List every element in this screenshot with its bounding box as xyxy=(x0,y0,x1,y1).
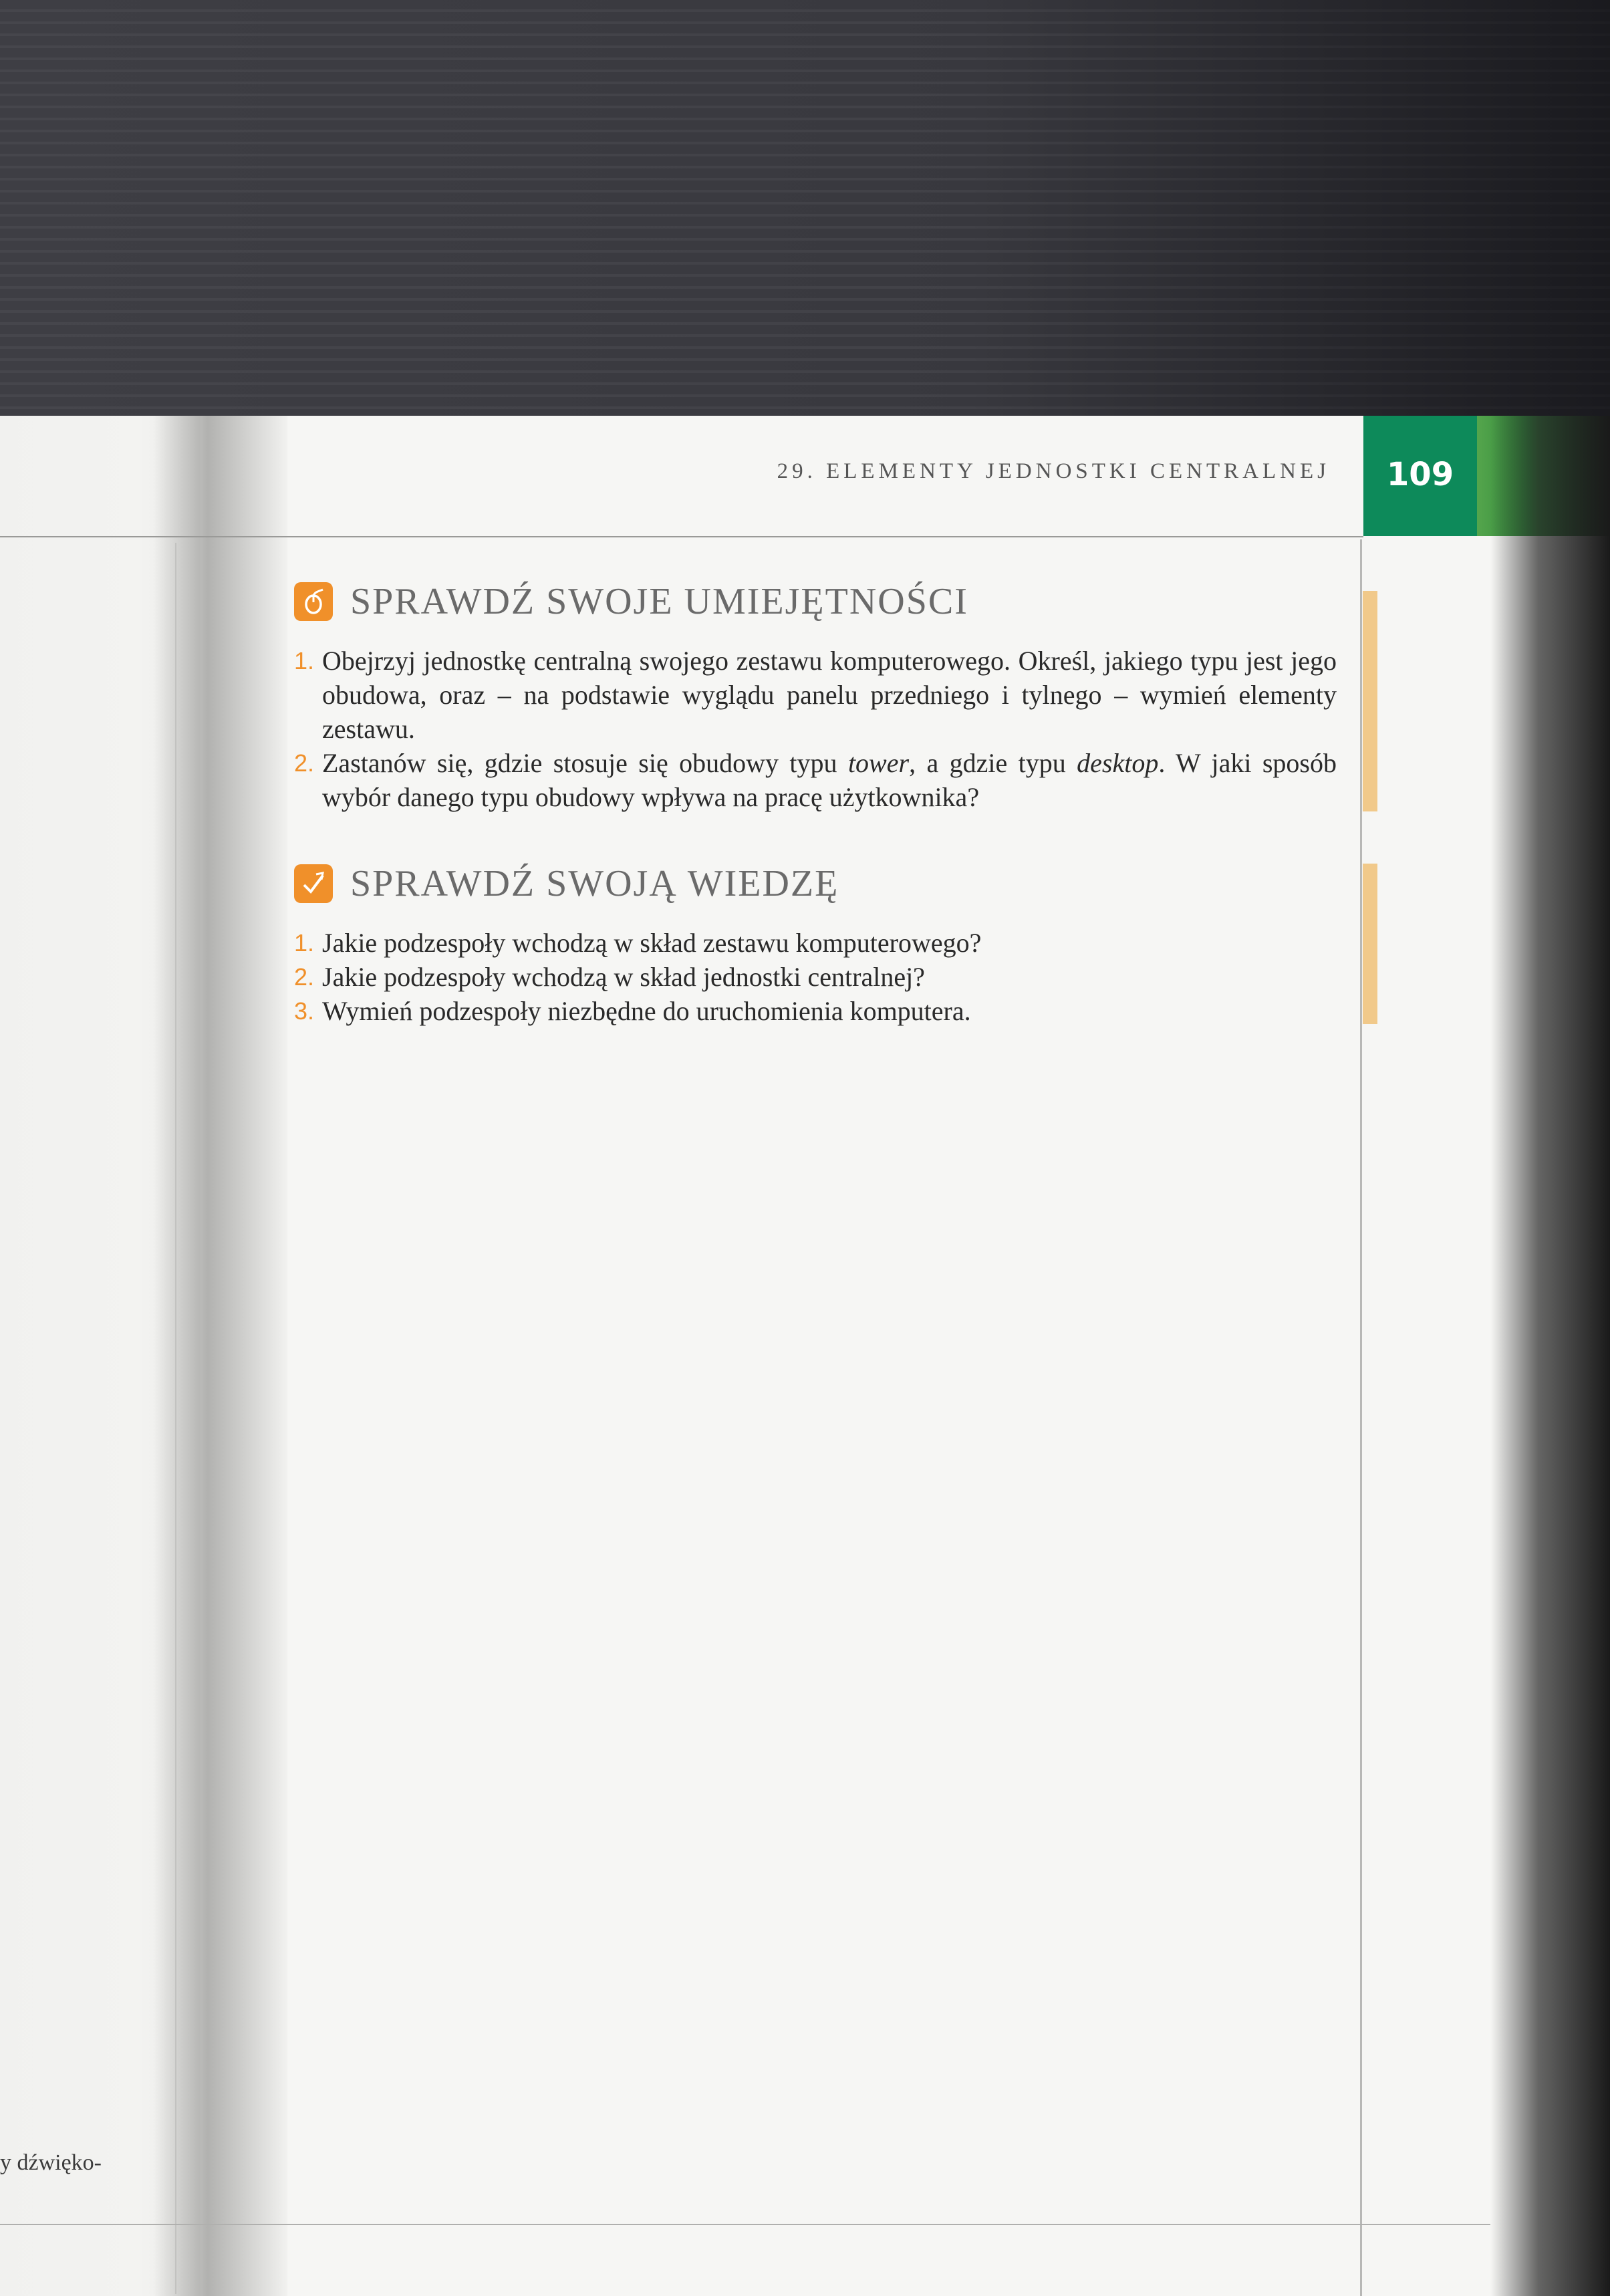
list-item xyxy=(294,994,1337,1028)
item-text: Wymień podzespoły niezbędne do uruchomienia komputera. xyxy=(322,996,971,1026)
book-spread xyxy=(0,416,1610,2296)
item-number: 2. xyxy=(294,963,315,991)
left-page-text-fragment: y dźwięko- xyxy=(0,2150,102,2175)
page-number: 109 xyxy=(1386,456,1454,493)
text-run: Zastanów się, gdzie stosuje się obudowy typu xyxy=(322,748,848,778)
item-number: 1. xyxy=(294,929,315,956)
mouse-icon xyxy=(294,582,333,621)
item-text: Jakie podzespoły wchodzą w skład zestawu komputerowego? xyxy=(322,928,982,958)
margin-tab-skills xyxy=(1363,591,1377,811)
running-head: 29. ELEMENTY JEDNOSTKI CENTRALNEJ xyxy=(777,459,1330,483)
text-run: . W jaki sposób wybór danego typu obudowy wpływa na pracę użytkownika? xyxy=(322,748,1337,812)
page-edge-shadow xyxy=(1490,416,1610,2296)
page-number-box xyxy=(1363,416,1477,536)
item-text: Jakie podzespoły wchodzą w skład jednostki centralnej? xyxy=(322,962,925,992)
item-text: Obejrzyj jednostkę centralną swojego zestawu komputerowego. Określ, jakiego typu jest jego obudowa, oraz – na podstawie wyglądu panelu przedniego i tylnego – wymień elementy zestawu. xyxy=(322,646,1337,744)
list-item xyxy=(294,960,1337,994)
list-item xyxy=(294,644,1337,746)
book-gutter xyxy=(154,416,287,2296)
section-title: SPRAWDŹ SWOJĄ WIEDZĘ xyxy=(350,863,839,904)
section-title: SPRAWDŹ SWOJE UMIEJĘTNOŚCI xyxy=(350,581,968,622)
list-item xyxy=(294,746,1337,814)
margin-rule xyxy=(1360,539,1362,2296)
knowledge-section xyxy=(294,860,1337,1039)
section-heading xyxy=(294,860,1337,907)
list-item xyxy=(294,926,1337,960)
text-run: , a gdzie typu xyxy=(909,748,1077,778)
skills-section xyxy=(294,578,1337,825)
emphasis-term: desktop xyxy=(1077,748,1159,778)
bottom-rule xyxy=(0,2224,1490,2225)
item-number: 1. xyxy=(294,647,315,674)
question-list xyxy=(294,926,1337,1028)
scanner-background xyxy=(0,0,1610,416)
item-text xyxy=(322,746,1337,814)
section-heading xyxy=(294,578,1337,625)
task-list xyxy=(294,644,1337,814)
item-number: 3. xyxy=(294,997,315,1025)
item-number: 2. xyxy=(294,749,315,777)
margin-tab-knowledge xyxy=(1363,864,1377,1024)
pencil-check-icon xyxy=(294,864,333,903)
emphasis-term: tower xyxy=(847,748,910,778)
header-rule xyxy=(0,536,1363,537)
